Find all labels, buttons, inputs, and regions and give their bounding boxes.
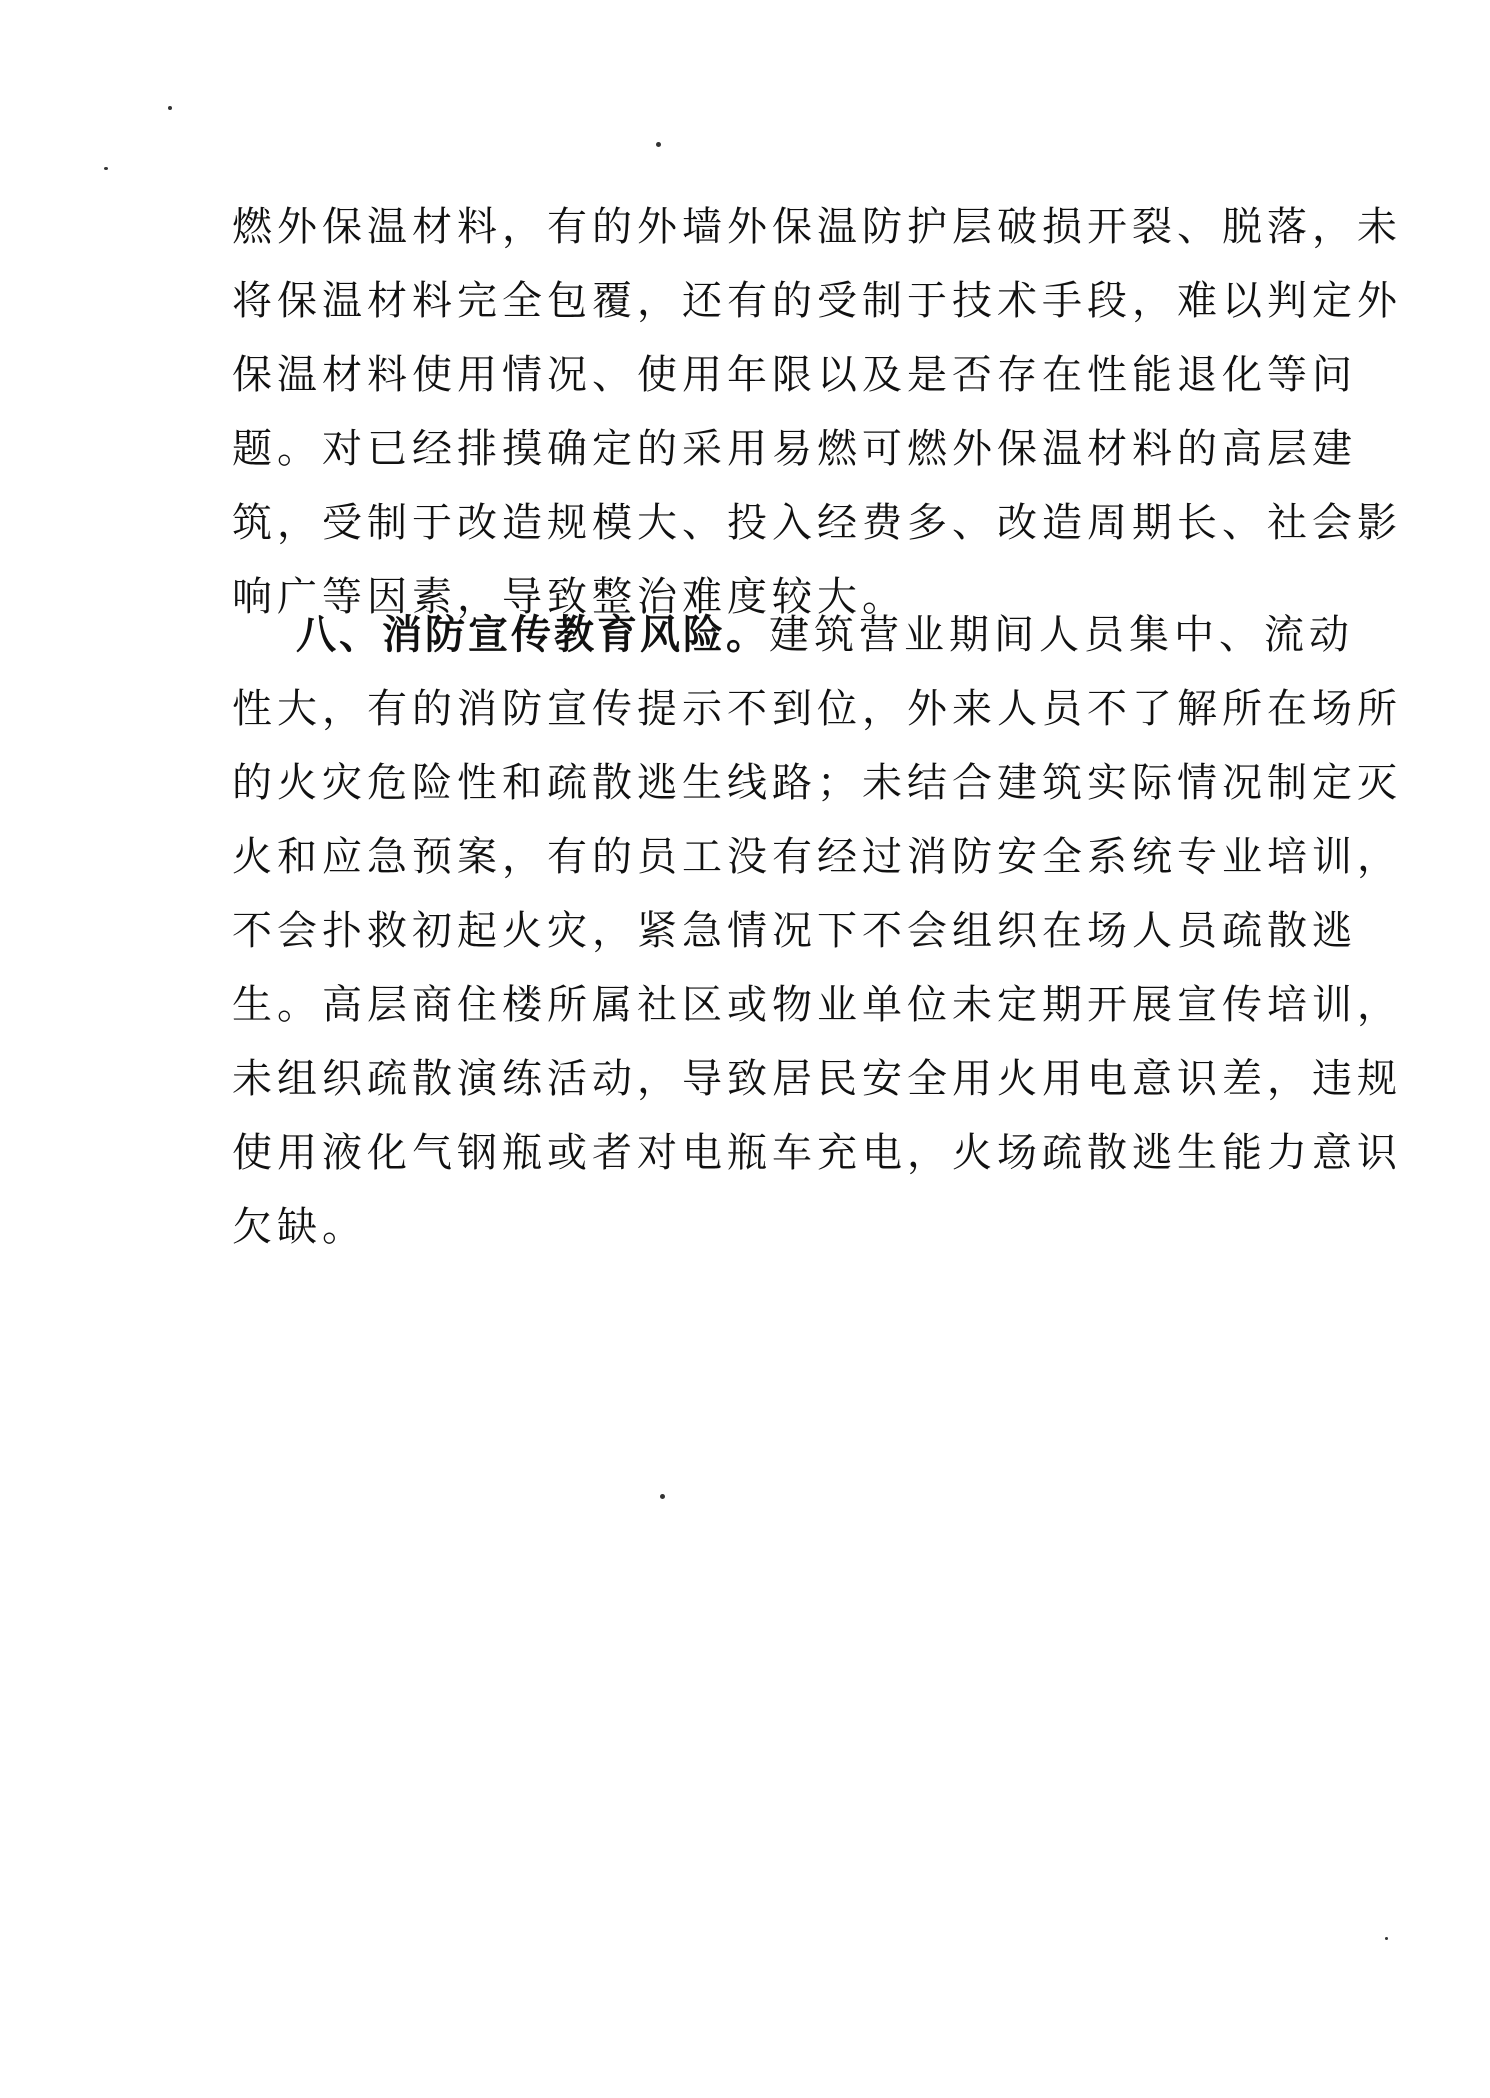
section-8-fire-education-risk: [232, 598, 1402, 1264]
paragraph-line: 生。高层商住楼所属社区或物业单位未定期开展宣传培训，: [232, 982, 1402, 1028]
scan-speck: [104, 167, 108, 170]
scan-speck: [1385, 1937, 1388, 1940]
paragraph-line: 筑，受制于改造规模大、投入经费多、改造周期长、社会影: [232, 500, 1402, 546]
section-first-line: [232, 598, 1354, 672]
scan-speck: [660, 1494, 665, 1499]
paragraph-line: 将保温材料完全包覆，还有的受制于技术手段，难以判定外: [232, 278, 1402, 324]
scan-speck: [168, 106, 172, 110]
paragraph-line: 题。对已经排摸确定的采用易燃可燃外保温材料的高层建: [232, 426, 1357, 472]
paragraph-line: 保温材料使用情况、使用年限以及是否存在性能退化等问: [232, 352, 1357, 398]
paragraph-line: 火和应急预案，有的员工没有经过消防安全系统专业培训，: [232, 834, 1402, 880]
paragraph-line: 不会扑救初起火灾，紧急情况下不会组织在场人员疏散逃: [232, 908, 1357, 954]
paragraph-line: 燃外保温材料，有的外墙外保温防护层破损开裂、脱落，未: [232, 204, 1402, 250]
paragraph-line: 的火灾危险性和疏散逃生线路；未结合建筑实际情况制定灭: [232, 760, 1402, 806]
paragraph-line: 欠缺。: [232, 1204, 367, 1250]
paragraph-line: 未组织疏散演练活动，导致居民安全用火用电意识差，违规: [232, 1056, 1402, 1102]
section-first-line-text: 建筑营业期间人员集中、流动: [769, 612, 1354, 658]
paragraph-line: 响广等因素，导致整治难度较大。: [232, 574, 907, 620]
paragraph-line: 使用液化气钢瓶或者对电瓶车充电，火场疏散逃生能力意识: [232, 1130, 1402, 1176]
paragraph-line: 性大，有的消防宣传提示不到位，外来人员不了解所在场所: [232, 686, 1402, 732]
scan-speck: [656, 142, 661, 147]
paragraph-insulation-risk: [232, 190, 1402, 634]
section-heading: 八、消防宣传教育风险。: [296, 612, 769, 658]
